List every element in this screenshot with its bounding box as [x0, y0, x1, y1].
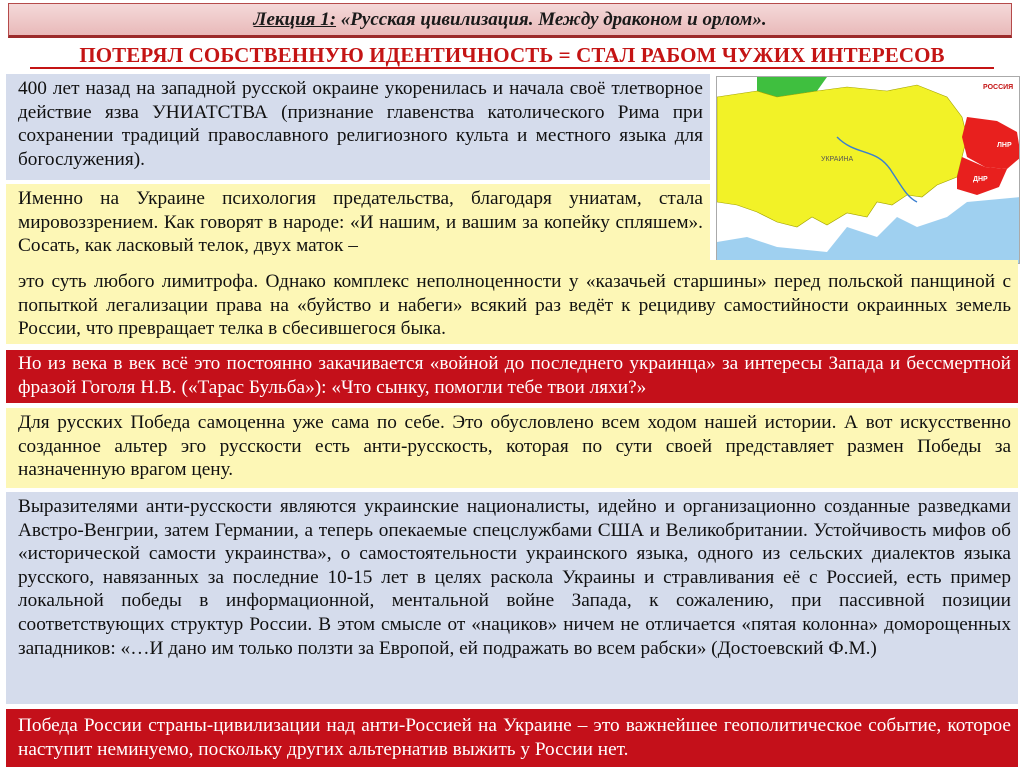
lecture-label: Лекция 1: [253, 8, 337, 30]
paragraph-nationalists: Выразителями анти-русскости являются украинские националисты, идейно и организационно созданные разведками Австро-Венгрии, затем Германии, а теперь опекаемые спецслужбами США и Великобритании. Устойчивость мифов об «исторической самости украинства», о самостоятельности украинского языка, одного из сельских диалектов языка русского, навязанных за последние 10-15 лет в целях раскола Украины и стравливания её с Россией, есть пример локальной победы в информационной, ментальной войне Запада, к сожалению, при пассивной позиции соответствующих структур России. В этом смысле от «нациков» ничем не отличается «пятая колонна» доморощенных западников: «…И дано им только ползти за Европой, ей подражать во всем рабски» (Достоевский Ф.М.) [6, 492, 1018, 704]
map-label-ukraine: УКРАИНА [821, 156, 854, 163]
map-label-lnr: ЛНР [997, 142, 1012, 149]
paragraph-gogol: Но из века в век всё это постоянно закачивается «войной до последнего украинца» за интересы Запада и бессмертной фразой Гоголя Н.В. («Тарас Бульба»): «Что сынку, помогли тебе твои ляхи?» [6, 350, 1018, 403]
subtitle-underline [30, 67, 994, 69]
paragraph-conclusion: Победа России страны-цивилизации над анти-Россией на Украине – это важнейшее геополитическое событие, которое наступит неминуемо, поскольку других альтернатив выжить у России нет. [6, 709, 1018, 767]
paragraph-victory: Для русских Победа самоценна уже сама по себе. Это обусловлено всем ходом нашей истории. А вот искусственно созданное альтер эго русскости есть анти-русскость, которая по сути своей представляет размен Победы за назначенную врагом цену. [6, 408, 1018, 488]
map-label-russia: РОССИЯ [983, 84, 1014, 91]
slide-subtitle: ПОТЕРЯЛ СОБСТВЕННУЮ ИДЕНТИЧНОСТЬ = СТАЛ РАБОМ ЧУЖИХ ИНТЕРЕСОВ [79, 43, 945, 67]
lecture-header [8, 3, 1012, 38]
lecture-title [253, 9, 766, 31]
lecture-title-text: «Русская цивилизация. Между драконом и орлом». [336, 8, 767, 30]
ukraine-map [716, 76, 1020, 264]
map-label-dnr: ДНР [973, 176, 988, 183]
map-graphic [717, 77, 1020, 264]
paragraph-uniatism: 400 лет назад на западной русской окраине укоренилась и начала своё тлетворное действие язва УНИАТСТВА (признание главенства католического Рима при сохранении традиций православного религиозного культа и местного языка для богослужения). [6, 74, 710, 180]
paragraph-betrayal: Именно на Украине психология предательства, благодаря униатам, стала мировоззрением. Как говорят в народе: «И нашим, и вашим за копейку спляшем». Сосать, как ласковый телок, двух маток – [6, 184, 710, 260]
paragraph-limitrophe: это суть любого лимитрофа. Однако комплекс неполноценности у «казачьей старшины» перед польской панщиной с попыткой легализации права на «буйство и набеги» всякий раз ведёт к рецидиву самостийности окраинных земель России, что превращает телка в сбесившегося быка. [6, 260, 1018, 344]
